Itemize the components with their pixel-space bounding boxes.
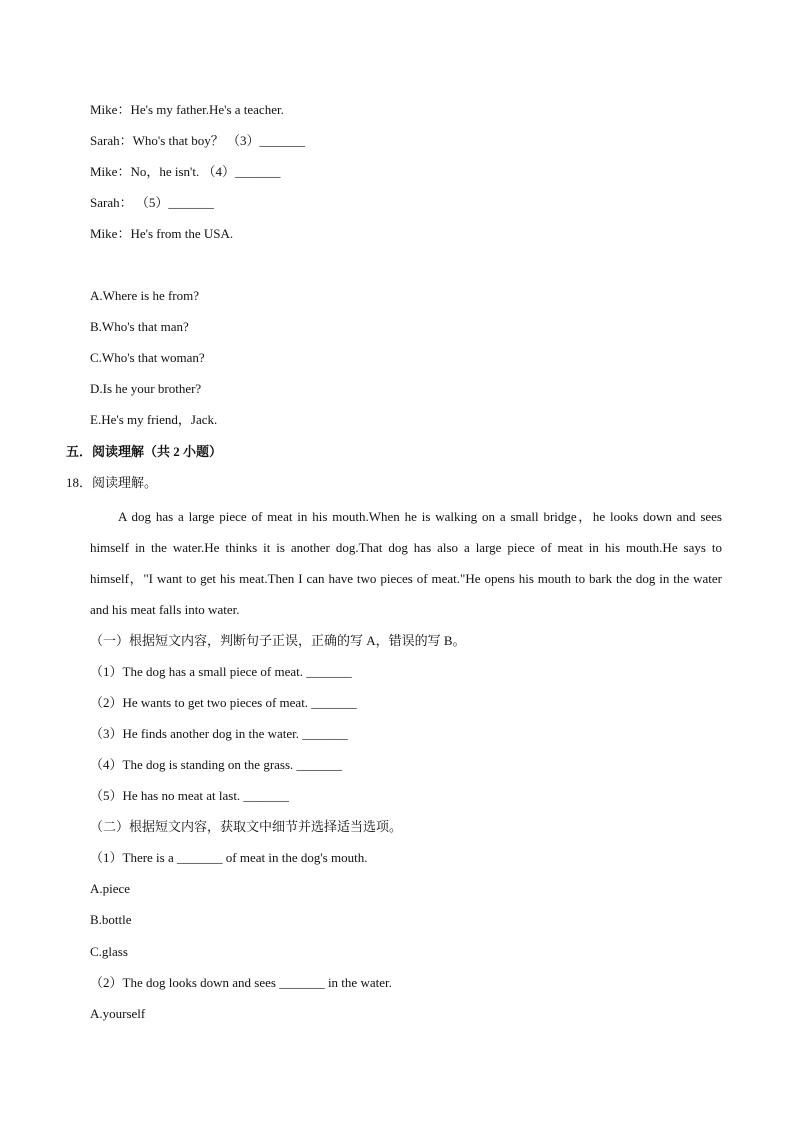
section-heading: 五．阅读理解（共 2 小题） — [66, 444, 223, 459]
part2-instruction: （二）根据短文内容，获取文中细节并选择适当选项。 — [90, 819, 403, 834]
true-false-item: （4）The dog is standing on the grass. _______ — [90, 757, 343, 772]
question-number: 18．阅读理解。 — [66, 475, 158, 490]
choice-question: （2）The dog looks down and sees _______ in the water. — [90, 975, 392, 990]
true-false-item: （3）He finds another dog in the water. _______ — [90, 726, 348, 741]
passage-text: A dog has a large piece of meat in his mouth.When he is walking on a small bridge，he looks down and sees himself in the water.He thinks it is another dog.That dog has also a large piece of meat in his mouth.He says to himself，"I want to get his meat.Then I can have two pieces of meat."He opens his mouth to bark the dog in the water and his meat falls into water. — [90, 509, 722, 617]
choice-question: （1）There is a _______ of meat in the dog's mouth. — [90, 850, 368, 865]
option-item: A.Where is he from? — [90, 288, 200, 303]
dialogue-line: Mike：He's from the USA. — [90, 226, 234, 241]
choice-option: B.bottle — [90, 912, 132, 927]
reading-passage — [90, 501, 722, 625]
choice-option: A.piece — [90, 881, 131, 896]
part1-instruction: （一）根据短文内容，判断句子正误，正确的写 A，错误的写 B。 — [90, 633, 466, 648]
dialogue-line: Sarah：Who's that boy？ （3）_______ — [90, 133, 306, 148]
choice-option: C.glass — [90, 944, 128, 959]
option-item: C.Who's that woman? — [90, 350, 205, 365]
dialogue-line: Mike：No，he isn't. （4）_______ — [90, 164, 281, 179]
dialogue-line: Mike：He's my father.He's a teacher. — [90, 102, 284, 117]
choice-option: A.yourself — [90, 1006, 146, 1021]
true-false-item: （2）He wants to get two pieces of meat. _______ — [90, 695, 357, 710]
option-item: B.Who's that man? — [90, 319, 189, 334]
option-item: E.He's my friend，Jack. — [90, 412, 218, 427]
dialogue-line: Sarah： （5）_______ — [90, 195, 214, 210]
option-item: D.Is he your brother? — [90, 381, 202, 396]
true-false-item: （5）He has no meat at last. _______ — [90, 788, 289, 803]
true-false-item: （1）The dog has a small piece of meat. _______ — [90, 664, 352, 679]
